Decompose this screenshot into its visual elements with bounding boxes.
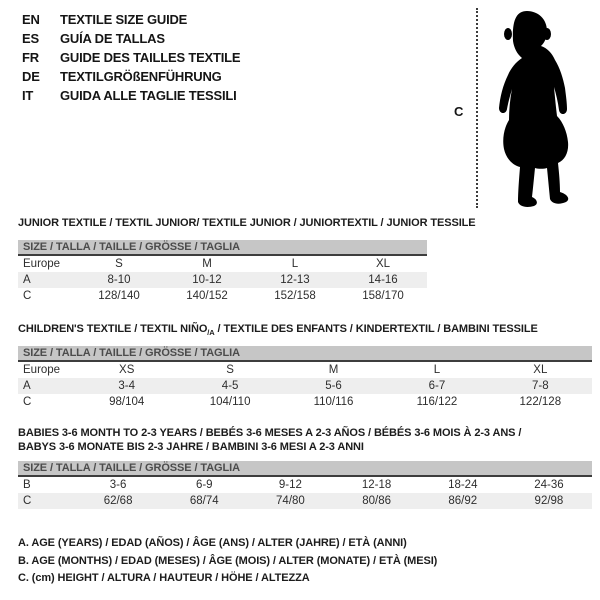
size-cell: XL (375, 258, 391, 270)
table-row (18, 256, 427, 272)
size-cell: 4-5 (221, 380, 239, 392)
babies-size-table (18, 461, 592, 509)
row-label: C (23, 495, 32, 507)
lang-row-en (22, 10, 240, 29)
legend-line-b: B. AGE (MONTHS) / EDAD (MESES) / ÂGE (MOIS) / ALTER (MONATE) / ETÀ (MESI) (18, 554, 438, 567)
table-row (18, 477, 592, 493)
size-cell: 86/92 (448, 495, 478, 507)
size-cell: 9-12 (278, 479, 302, 491)
measurement-legend (18, 535, 437, 588)
height-measure-label: C (454, 104, 464, 119)
size-cell: 104/110 (209, 396, 251, 408)
lang-code: DE (22, 69, 40, 84)
size-cell: 122/128 (519, 396, 562, 408)
size-cell: 14-16 (368, 274, 398, 286)
table-row (18, 378, 592, 394)
size-cell: 3-6 (109, 479, 127, 491)
size-cell: 110/116 (313, 396, 354, 408)
children-title-sub: /A (207, 328, 215, 338)
row-label: B (23, 479, 31, 491)
size-header-bar: SIZE / TALLA / TAILLE / GRÖSSE / TAGLIA (18, 461, 592, 477)
children-title-suffix: / TEXTILE DES ENFANTS / KINDERTEXTIL / BAMBINI TESSILE (214, 323, 538, 335)
table-row (18, 288, 427, 304)
language-title-block (22, 10, 240, 105)
row-label: C (23, 396, 32, 408)
row-label: Europe (23, 364, 61, 376)
size-cell: 6-9 (195, 479, 213, 491)
lang-code: IT (22, 88, 34, 103)
size-cell: 62/68 (103, 495, 133, 507)
children-size-table (18, 346, 592, 410)
row-label: A (23, 274, 31, 286)
size-cell: S (226, 364, 234, 376)
size-cell: 116/122 (416, 396, 458, 408)
junior-table-title: JUNIOR TEXTILE / TEXTIL JUNIOR/ TEXTILE JUNIOR / JUNIORTEXTIL / JUNIOR TESSILE (18, 217, 476, 229)
size-cell: 10-12 (192, 274, 222, 286)
size-cell: 74/80 (276, 495, 305, 507)
table-row (18, 272, 427, 288)
legend-line-c: C. (cm) HEIGHT / ALTURA / HAUTEUR / HÖHE / ALTEZZA (18, 572, 310, 584)
lang-row-fr (22, 48, 240, 67)
lang-row-it (22, 86, 240, 105)
row-label: Europe (23, 258, 61, 270)
lang-row-es (22, 29, 240, 48)
size-cell: 18-24 (448, 479, 478, 491)
babies-title-line1: BABIES 3-6 MONTH TO 2-3 YEARS / BEBÉS 3-6 MESES A 2-3 AÑOS / BÉBÉS 3-6 MOIS À 2-3 ANS / (18, 427, 522, 439)
lang-code: FR (22, 50, 39, 65)
table-row (18, 362, 592, 378)
size-cell: 24-36 (534, 479, 564, 491)
size-cell: 12-18 (361, 479, 392, 491)
size-cell: 3-4 (118, 380, 136, 392)
lang-code: ES (22, 31, 39, 46)
legend-line-a: A. AGE (YEARS) / EDAD (AÑOS) / ÂGE (ANS) / ALTER (JAHRE) / ETÀ (ANNI) (18, 537, 407, 549)
size-header-bar: SIZE / TALLA / TAILLE / GRÖSSE / TAGLIA (18, 346, 592, 362)
size-header-bar: SIZE / TALLA / TAILLE / GRÖSSE / TAGLIA (18, 240, 427, 256)
size-cell: XL (533, 364, 548, 376)
size-cell: 6-7 (428, 380, 446, 392)
lang-code: EN (22, 12, 40, 27)
lang-title: GUÍA DE TALLAS (60, 31, 165, 46)
size-cell: 128/140 (98, 290, 140, 302)
lang-title: GUIDE DES TAILLES TEXTILE (60, 50, 241, 65)
size-cell: 98/104 (109, 396, 145, 408)
size-cell: 140/152 (186, 290, 228, 302)
size-cell: 92/98 (534, 495, 564, 507)
junior-size-table (18, 240, 427, 304)
height-measure-dotted-line (476, 8, 478, 208)
row-label: A (23, 380, 31, 392)
size-cell: M (328, 364, 339, 376)
size-cell: XS (119, 364, 135, 376)
size-cell: 12-13 (280, 274, 310, 286)
babies-title-line2: BABYS 3-6 MONATE BIS 2-3 JAHRE / BAMBINI 3-6 MESI A 2-3 ANNI (18, 441, 364, 453)
size-cell: 158/170 (362, 290, 404, 302)
lang-title: GUIDA ALLE TAGLIE TESSILI (60, 88, 237, 103)
size-cell: 7-8 (532, 380, 549, 392)
size-cell: 8-10 (107, 274, 131, 286)
size-cell: 5-6 (325, 380, 342, 392)
size-cell: L (291, 258, 299, 270)
size-cell: 68/74 (189, 495, 219, 507)
size-cell: M (202, 258, 212, 270)
baby-silhouette-icon (484, 8, 596, 210)
size-cell: S (115, 258, 123, 270)
table-row (18, 394, 592, 410)
children-title-prefix: CHILDREN'S TEXTILE / TEXTIL NIÑO (18, 323, 208, 335)
size-cell: 80/86 (362, 495, 391, 507)
lang-row-de (22, 67, 240, 86)
babies-table-title (18, 426, 521, 454)
table-row (18, 493, 592, 509)
size-cell: L (433, 364, 441, 376)
row-label: C (23, 290, 32, 302)
children-table-title (18, 322, 538, 340)
size-cell: 152/158 (274, 290, 316, 302)
lang-title: TEXTILE SIZE GUIDE (60, 12, 188, 27)
lang-title: TEXTILGRÖßENFÜHRUNG (60, 69, 222, 84)
